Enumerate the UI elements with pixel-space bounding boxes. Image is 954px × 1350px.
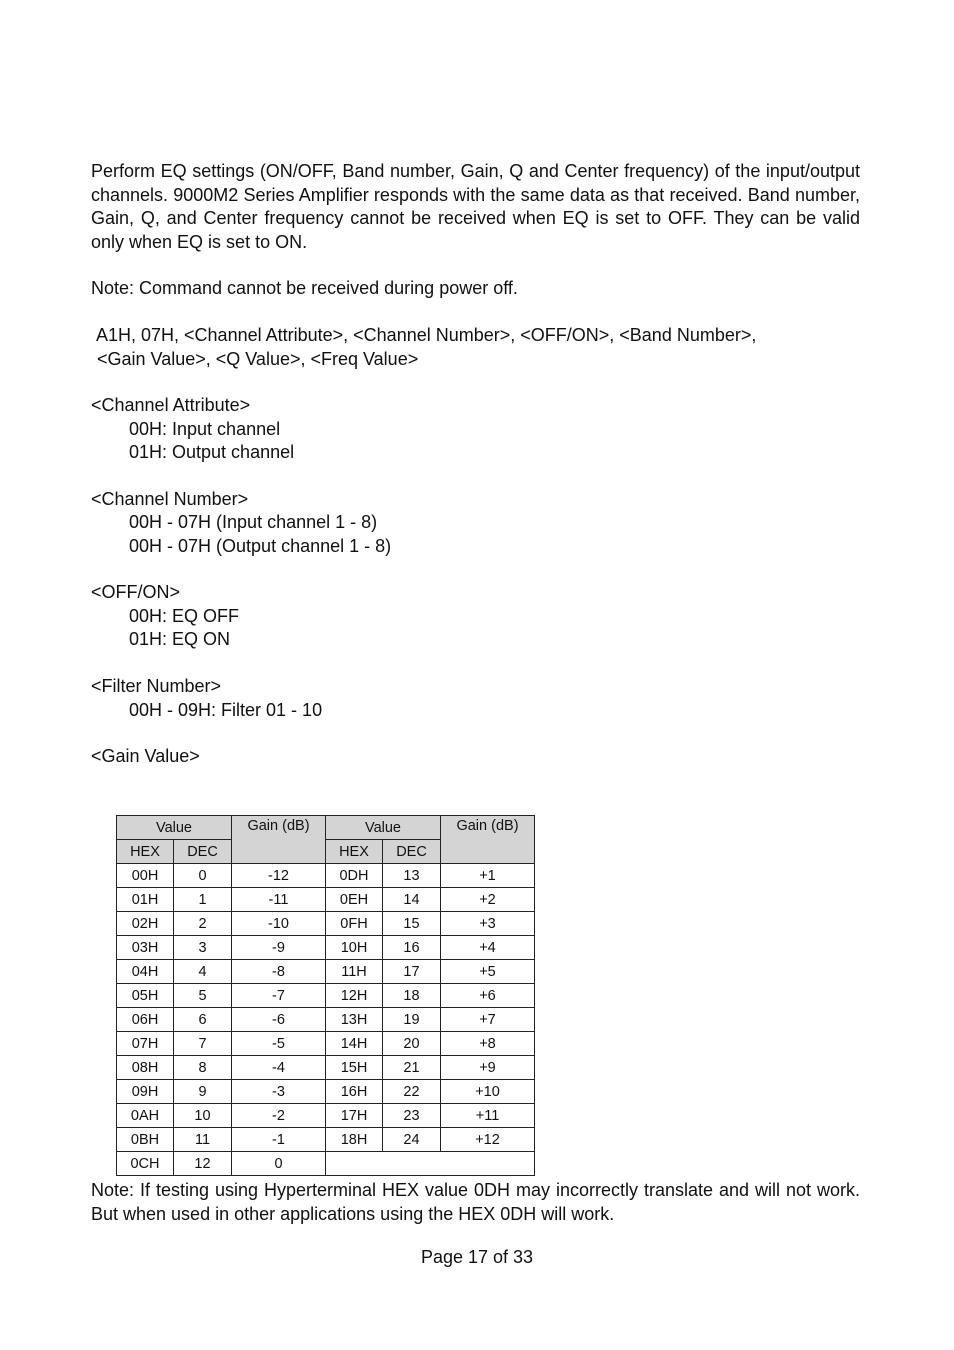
value-header: Value xyxy=(117,816,232,840)
dec-cell: 6 xyxy=(174,1008,232,1032)
command-line-1: A1H, 07H, <Channel Attribute>, <Channel Number>, <OFF/ON>, <Band Number>, xyxy=(96,325,757,345)
dec-cell: 4 xyxy=(174,960,232,984)
gain-cell: 0 xyxy=(232,1152,326,1176)
gain-cell: +7 xyxy=(441,1008,535,1032)
dec-cell: 19 xyxy=(383,1008,441,1032)
gain-cell: -9 xyxy=(232,936,326,960)
hyperterminal-note: Note: If testing using Hyperterminal HEX value 0DH may incorrectly translate and will not work. But when used in other applications using the HEX 0DH will work. xyxy=(91,1180,860,1224)
table-row xyxy=(117,1104,535,1128)
hex-cell: 03H xyxy=(117,936,174,960)
table-body xyxy=(117,864,535,1176)
command-line-2: <Gain Value>, <Q Value>, <Freq Value> xyxy=(97,349,419,369)
channel-attribute-title: <Channel Attribute> xyxy=(91,395,251,415)
dec-cell: 9 xyxy=(174,1080,232,1104)
dec-cell: 21 xyxy=(383,1056,441,1080)
gain-cell: -6 xyxy=(232,1008,326,1032)
hex-cell: 0DH xyxy=(326,864,383,888)
value-header: Value xyxy=(326,816,441,840)
gain-header: Gain (dB) xyxy=(232,816,326,864)
filter-number-title: <Filter Number> xyxy=(91,676,222,696)
hex-cell: 02H xyxy=(117,912,174,936)
hex-cell: 08H xyxy=(117,1056,174,1080)
hex-cell: 18H xyxy=(326,1128,383,1152)
gain-value-table xyxy=(116,815,535,1176)
hex-cell: 07H xyxy=(117,1032,174,1056)
off-on-item: 00H: EQ OFF xyxy=(129,606,240,626)
gain-cell: +8 xyxy=(441,1032,535,1056)
gain-header: Gain (dB) xyxy=(441,816,535,864)
channel-number-title: <Channel Number> xyxy=(91,489,249,509)
off-on-item: 01H: EQ ON xyxy=(129,629,231,649)
table-row xyxy=(117,1032,535,1056)
table-row xyxy=(117,1128,535,1152)
table-row xyxy=(117,936,535,960)
table-row xyxy=(117,1152,535,1176)
gain-cell: +1 xyxy=(441,864,535,888)
channel-number-item: 00H - 07H (Output channel 1 - 8) xyxy=(129,536,392,556)
channel-attribute-item: 01H: Output channel xyxy=(129,442,295,462)
gain-cell: -4 xyxy=(232,1056,326,1080)
dec-cell: 0 xyxy=(174,864,232,888)
table-row xyxy=(117,1008,535,1032)
dec-cell: 15 xyxy=(383,912,441,936)
dec-cell: 5 xyxy=(174,984,232,1008)
hex-cell: 0AH xyxy=(117,1104,174,1128)
dec-cell: 7 xyxy=(174,1032,232,1056)
gain-cell: +4 xyxy=(441,936,535,960)
hex-cell: 15H xyxy=(326,1056,383,1080)
gain-cell: -10 xyxy=(232,912,326,936)
gain-cell: -12 xyxy=(232,864,326,888)
table-row xyxy=(117,1056,535,1080)
hex-cell: 0FH xyxy=(326,912,383,936)
dec-cell: 17 xyxy=(383,960,441,984)
dec-cell: 13 xyxy=(383,864,441,888)
hex-cell: 05H xyxy=(117,984,174,1008)
off-on-title: <OFF/ON> xyxy=(91,582,181,602)
hex-cell: 13H xyxy=(326,1008,383,1032)
empty-cell xyxy=(326,1152,535,1176)
table-row xyxy=(117,960,535,984)
dec-cell: 18 xyxy=(383,984,441,1008)
hex-cell: 11H xyxy=(326,960,383,984)
gain-cell: +6 xyxy=(441,984,535,1008)
gain-cell: -8 xyxy=(232,960,326,984)
table-row xyxy=(117,1080,535,1104)
dec-cell: 2 xyxy=(174,912,232,936)
table-row xyxy=(117,864,535,888)
power-note: Note: Command cannot be received during power off. xyxy=(91,278,518,298)
gain-cell: -7 xyxy=(232,984,326,1008)
hex-cell: 0BH xyxy=(117,1128,174,1152)
intro-paragraph: Perform EQ settings (ON/OFF, Band number, Gain, Q and Center frequency) of the input/output channels. 9000M2 Series Amplifier responds with the same data as that received. Band number, Gain, Q, and Center frequency cannot be received when EQ is set to OFF. They can be valid only when EQ is set to ON. xyxy=(91,161,860,252)
dec-cell: 20 xyxy=(383,1032,441,1056)
hex-cell: 01H xyxy=(117,888,174,912)
dec-cell: 10 xyxy=(174,1104,232,1128)
table-header-row xyxy=(117,816,535,840)
gain-cell: +11 xyxy=(441,1104,535,1128)
channel-attribute-item: 00H: Input channel xyxy=(129,419,281,439)
gain-cell: +9 xyxy=(441,1056,535,1080)
hex-cell: 00H xyxy=(117,864,174,888)
dec-cell: 12 xyxy=(174,1152,232,1176)
hex-header: HEX xyxy=(326,840,383,864)
dec-cell: 24 xyxy=(383,1128,441,1152)
gain-cell: +5 xyxy=(441,960,535,984)
dec-header: DEC xyxy=(174,840,232,864)
hex-cell: 16H xyxy=(326,1080,383,1104)
hex-cell: 06H xyxy=(117,1008,174,1032)
hex-cell: 0EH xyxy=(326,888,383,912)
dec-cell: 14 xyxy=(383,888,441,912)
gain-cell: -11 xyxy=(232,888,326,912)
gain-cell: +2 xyxy=(441,888,535,912)
gain-cell: -5 xyxy=(232,1032,326,1056)
dec-cell: 11 xyxy=(174,1128,232,1152)
dec-cell: 23 xyxy=(383,1104,441,1128)
hex-cell: 10H xyxy=(326,936,383,960)
gain-cell: -3 xyxy=(232,1080,326,1104)
hex-cell: 12H xyxy=(326,984,383,1008)
filter-number-item: 00H - 09H: Filter 01 - 10 xyxy=(129,700,323,720)
dec-cell: 22 xyxy=(383,1080,441,1104)
table-row xyxy=(117,888,535,912)
dec-cell: 3 xyxy=(174,936,232,960)
gain-cell: -1 xyxy=(232,1128,326,1152)
hex-cell: 09H xyxy=(117,1080,174,1104)
dec-cell: 1 xyxy=(174,888,232,912)
channel-number-item: 00H - 07H (Input channel 1 - 8) xyxy=(129,512,378,532)
gain-cell: -2 xyxy=(232,1104,326,1128)
hex-header: HEX xyxy=(117,840,174,864)
gain-cell: +10 xyxy=(441,1080,535,1104)
hex-cell: 14H xyxy=(326,1032,383,1056)
table-row xyxy=(117,984,535,1008)
dec-cell: 8 xyxy=(174,1056,232,1080)
hex-cell: 17H xyxy=(326,1104,383,1128)
hex-cell: 04H xyxy=(117,960,174,984)
table-row xyxy=(117,912,535,936)
gain-cell: +12 xyxy=(441,1128,535,1152)
gain-cell: +3 xyxy=(441,912,535,936)
gain-value-title: <Gain Value> xyxy=(91,746,200,766)
hex-cell: 0CH xyxy=(117,1152,174,1176)
page-footer: Page 17 of 33 xyxy=(420,1247,534,1267)
dec-cell: 16 xyxy=(383,936,441,960)
dec-header: DEC xyxy=(383,840,441,864)
